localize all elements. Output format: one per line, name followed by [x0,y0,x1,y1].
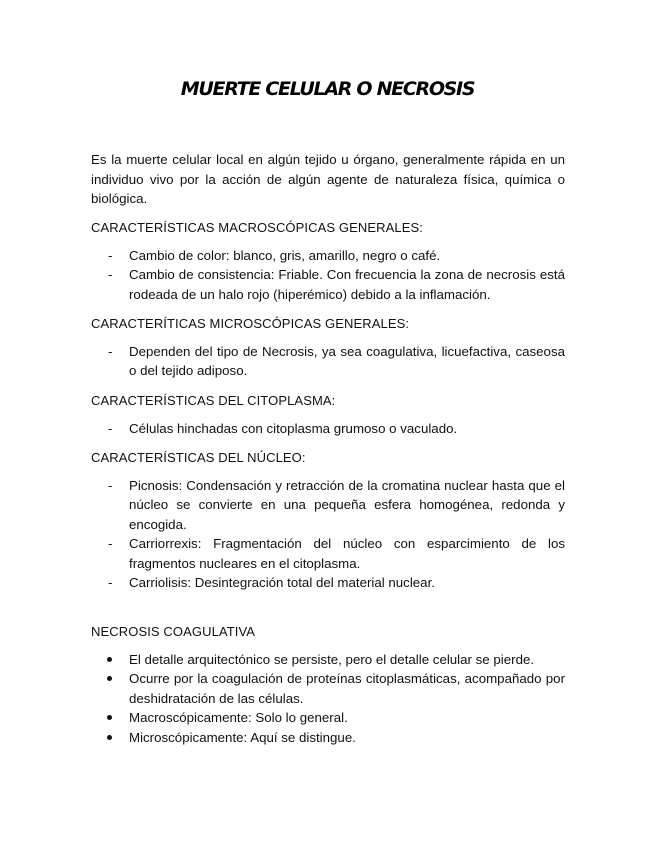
section-nucleus [91,448,565,593]
list-item: - Carriolisis: Desintegración total del material nuclear. [91,573,565,593]
macroscopic-list [91,246,565,305]
list-item: - Carriorrexis: Fragmentación del núcleo con esparcimiento de los fragmentos nucleares en el citoplasma. [91,534,565,573]
list-item: Ocurre por la coagulación de proteínas citoplasmáticas, acompañado por deshidratación de las células. [91,669,565,708]
list-item: Macroscópicamente: Solo lo general. [91,708,565,728]
list-item: - Picnosis: Condensación y retracción de la cromatina nuclear hasta que el núcleo se convierte en una pequeña esfera homogénea, redonda y encogida. [91,476,565,535]
section-macroscopic [91,218,565,304]
cytoplasm-list [91,419,565,439]
section-heading: NECROSIS COAGULATIVA [91,624,256,639]
list-item: Microscópicamente: Aquí se distingue. [91,728,565,748]
section-heading: CARACTERÍSTICAS DEL CITOPLASMA: [91,393,336,408]
section-heading: CARACTERÍTICAS MICROSCÓPICAS GENERALES: [91,316,410,331]
coagulative-list [91,650,565,748]
list-item: - Cambio de consistencia: Friable. Con frecuencia la zona de necrosis está rodeada de un halo rojo (hiperémico) debido a la inflamación. [91,265,565,304]
list-item: El detalle arquitectónico se persiste, pero el detalle celular se pierde. [91,650,565,670]
intro-block [91,150,565,209]
section-coagulative-necrosis [91,622,565,747]
section-microscopic [91,314,565,381]
section-heading: CARACTERÍSTICAS DEL NÚCLEO: [91,450,306,465]
list-item: - Cambio de color: blanco, gris, amarillo, negro o café. [91,246,565,266]
page-title: MUERTE CELULAR O NECROSIS [180,78,475,100]
section-heading: CARACTERÍSTICAS MACROSCÓPICAS GENERALES: [91,220,423,235]
intro-paragraph: Es la muerte celular local en algún tejido u órgano, generalmente rápida en un individuo vivo por la acción de algún agente de naturaleza física, química o biológica. [91,152,565,206]
section-cytoplasm [91,391,565,438]
nucleus-list [91,476,565,593]
list-item: - Células hinchadas con citoplasma grumoso o vaculado. [91,419,565,439]
list-item: - Dependen del tipo de Necrosis, ya sea coagulativa, licuefactiva, caseosa o del tejido adiposo. [91,342,565,381]
microscopic-list [91,342,565,381]
